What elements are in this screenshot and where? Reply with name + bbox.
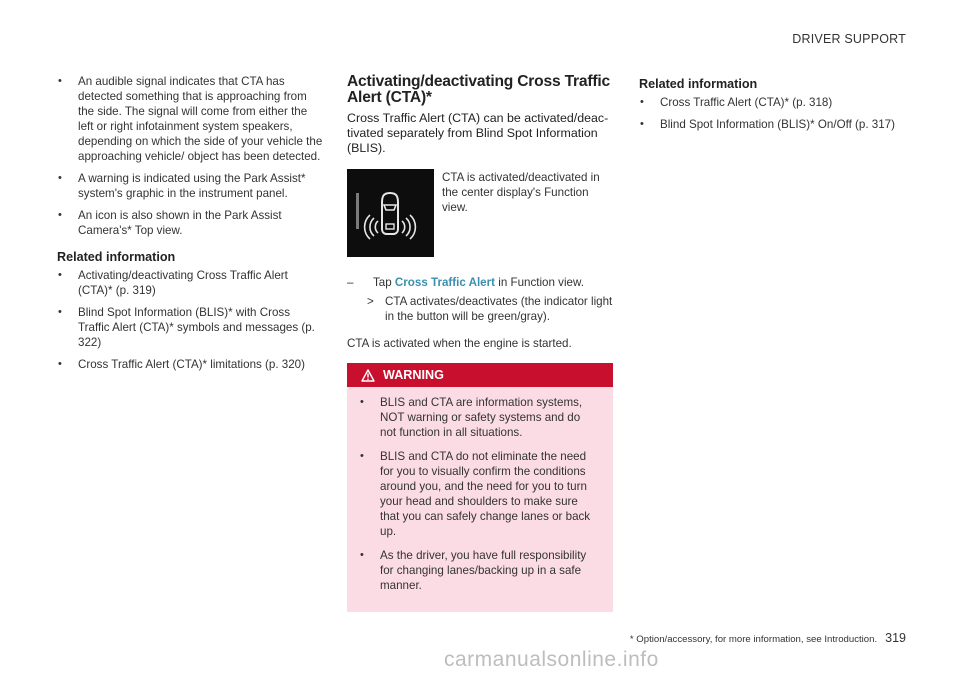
related-link[interactable]: • Blind Spot Information (BLIS)* with Cross Traffic Alert (CTA)* symbols and messages (p. 322) — [57, 305, 323, 350]
warning-box — [347, 363, 613, 612]
procedure-result — [347, 294, 613, 324]
related-information-heading: Related information — [639, 77, 758, 91]
step-marker: – — [347, 276, 354, 289]
list-item: • As the driver, you have full responsibility for changing lanes/backing up in a safe manner. — [359, 548, 597, 593]
warning-triangle-icon — [361, 369, 375, 382]
cta-signal-list — [57, 74, 323, 238]
related-link[interactable]: • Cross Traffic Alert (CTA)* (p. 318) — [639, 95, 899, 110]
page-footer — [630, 631, 906, 645]
related-link[interactable]: • Blind Spot Information (BLIS)* On/Off (p. 317) — [639, 117, 899, 132]
procedure-step — [347, 275, 613, 290]
footnote: * Option/accessory, for more information, see Introduction. — [629, 634, 878, 645]
list-item: • An icon is also shown in the Park Assist Camera's* Top view. — [57, 208, 323, 238]
watermark: carmanualsonline.info — [444, 648, 659, 671]
warning-header — [347, 363, 613, 387]
related-information-list — [639, 95, 899, 132]
list-item: • BLIS and CTA are information systems, NOT warning or safety systems and do not function in all situations. — [359, 395, 597, 440]
cta-figure — [347, 169, 613, 257]
result-marker: > — [367, 295, 374, 308]
section-title: Activating/deactivating Cross Traffic Alert (CTA)* — [347, 73, 610, 106]
section-header: DRIVER SUPPORT — [792, 32, 906, 46]
column-middle — [347, 74, 613, 612]
warning-list — [347, 387, 613, 593]
step-prefix: Tap — [373, 276, 395, 289]
cross-traffic-alert-link[interactable]: Cross Traffic Alert — [394, 276, 496, 289]
related-information-heading: Related information — [57, 250, 176, 264]
column-right — [639, 74, 899, 139]
cta-button-image — [347, 169, 434, 257]
cta-car-icon — [347, 169, 434, 257]
column-left — [57, 74, 323, 379]
result-text: CTA activates/deactivates (the indicator light in the button will be green/gray). — [385, 295, 613, 323]
page-number: 319 — [885, 631, 906, 645]
related-information-list — [57, 268, 323, 372]
section-lead: Cross Traffic Alert (CTA) can be activated/deac-tivated separately from Blind Spot Information (BLIS). — [347, 111, 609, 155]
list-item: • A warning is indicated using the Park Assist* system's graphic in the instrument panel. — [57, 171, 323, 201]
warning-heading: WARNING — [383, 367, 444, 382]
related-link[interactable]: • Activating/deactivating Cross Traffic Alert (CTA)* (p. 319) — [57, 268, 323, 298]
related-link[interactable]: • Cross Traffic Alert (CTA)* limitations (p. 320) — [57, 357, 323, 372]
step-suffix: in Function view. — [495, 276, 584, 289]
list-item: • BLIS and CTA do not eliminate the need for you to visually confirm the conditions around you, and the need for you to turn your head and shoulders to make sure that you can safely change lanes or back up. — [359, 449, 597, 539]
activation-note: CTA is activated when the engine is started. — [347, 337, 572, 350]
list-item: • An audible signal indicates that CTA has detected something that is approaching from the side. The signal will come from either the left or right infotainment system speakers, depending on which the side of your vehicle the approaching vehicle/ object has been detected. — [57, 74, 323, 164]
figure-caption: CTA is activated/deactivated in the center display's Function view. — [442, 171, 600, 214]
